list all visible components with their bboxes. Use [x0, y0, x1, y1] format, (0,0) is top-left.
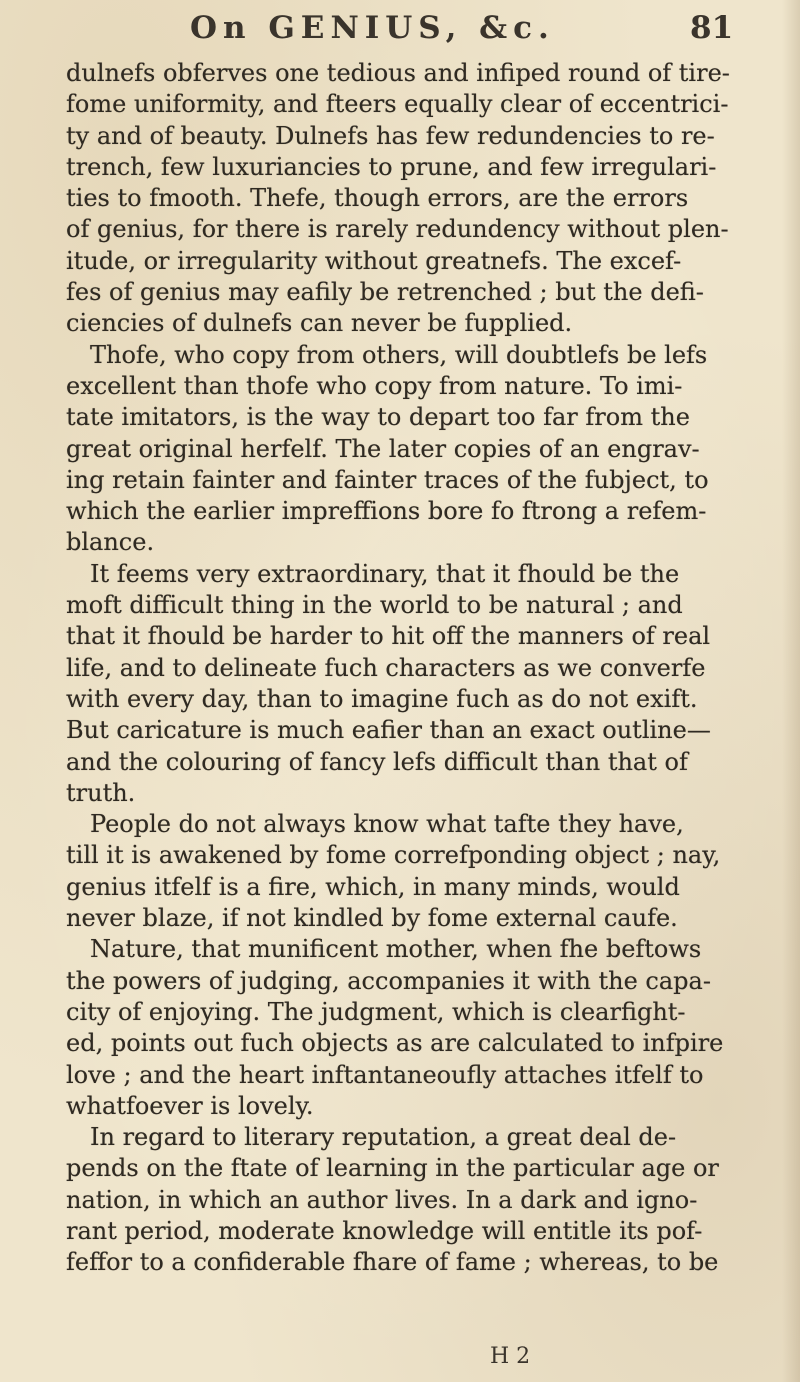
body-text: [38, 58, 778, 1279]
running-head: [0, 10, 800, 54]
text-line: rant period, moderate knowledge will entitle its pof-: [66, 1216, 703, 1245]
text-line: moft difficult thing in the world to be natural ; and: [66, 591, 683, 620]
text-line: ty and of beauty. Dulnefs has few redundencies to re-: [66, 121, 715, 150]
text-line: city of enjoying. The judgment, which is clearfight-: [66, 997, 686, 1026]
page-number: 81: [690, 10, 734, 46]
text-line: Thofe, who copy from others, will doubtlefs be lefs: [90, 340, 708, 369]
text-line: great original herfelf. The later copies of an engrav-: [66, 434, 700, 463]
page-edge-shadow: [782, 0, 800, 1382]
text-line: of genius, for there is rarely redundency without plen-: [66, 215, 729, 244]
text-line: In regard to literary reputation, a great deal de-: [90, 1123, 677, 1152]
text-line: with every day, than to imagine fuch as do not exift.: [66, 684, 698, 713]
text-line: the powers of judging, accompanies it with the capa-: [66, 966, 711, 995]
text-line: and the colouring of fancy lefs difficult than that of: [66, 747, 688, 776]
text-line: ciencies of dulnefs can never be fupplied.: [66, 309, 573, 338]
text-line: truth.: [66, 778, 136, 807]
text-line: People do not always know what tafte they have,: [90, 810, 684, 839]
text-line: ties to fmooth. Thefe, though errors, are the errors: [66, 184, 689, 213]
text-line: which the earlier impreffions bore fo ftrong a refem-: [66, 497, 707, 526]
text-line: till it is awakened by fome correfponding object ; nay,: [66, 841, 721, 870]
text-line: tate imitators, is the way to depart too far from the: [66, 403, 690, 432]
text-line: Nature, that munificent mother, when fhe beftows: [90, 935, 702, 964]
text-line: love ; and the heart inftantaneoufly attaches itfelf to: [66, 1060, 704, 1089]
text-line: But caricature is much eafier than an exact outline—: [66, 716, 711, 745]
text-line: blance.: [66, 528, 155, 557]
text-line: life, and to delineate fuch characters as we converfe: [66, 653, 706, 682]
text-line: ed, points out fuch objects as are calculated to infpire: [66, 1029, 724, 1058]
running-title: On GENIUS, &c.: [190, 10, 555, 46]
text-line: fes of genius may eafily be retrenched ; but the defi-: [66, 278, 704, 307]
text-line: pends on the ftate of learning in the particular age or: [66, 1154, 719, 1183]
text-line: feffor to a confiderable fhare of fame ; whereas, to be: [66, 1248, 719, 1277]
text-line: whatfoever is lovely.: [66, 1091, 314, 1120]
text-line: that it fhould be harder to hit off the manners of real: [66, 622, 711, 651]
text-line: trench, few luxuriancies to prune, and few irregulari-: [66, 152, 717, 181]
text-line: itude, or irregularity without greatnefs. The excef-: [66, 246, 682, 275]
text-line: never blaze, if not kindled by fome external caufe.: [66, 904, 678, 933]
text-line: excellent than thofe who copy from nature. To imi-: [66, 371, 683, 400]
text-line: fome uniformity, and fteers equally clear of eccentrici-: [66, 90, 729, 119]
text-line: It feems very extraordinary, that it fhould be the: [90, 559, 680, 588]
text-line: nation, in which an author lives. In a dark and igno-: [66, 1185, 698, 1214]
text-line: genius itfelf is a fire, which, in many minds, would: [66, 872, 680, 901]
text-line: ing retain fainter and fainter traces of the fubject, to: [66, 465, 709, 494]
signature-mark: H 2: [490, 1344, 531, 1369]
text-line: dulnefs obferves one tedious and infiped round of tire-: [66, 59, 730, 87]
